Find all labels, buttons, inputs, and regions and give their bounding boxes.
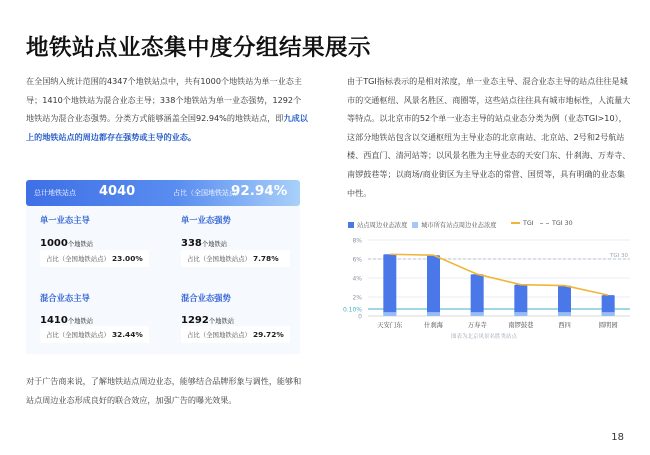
legend-tgi30 [540, 220, 573, 227]
y-tick-label: 8% [352, 237, 362, 245]
legend-label-tgi30: TGI 30 [552, 220, 573, 227]
mixed-strong-count-number: 1292 [181, 315, 209, 326]
single-dominant-count-unit: 个地铁站 [67, 241, 94, 248]
single-strong-share [181, 250, 290, 267]
intro-text: 在全国纳入统计范围的4347个地铁站点中，共有1000个地铁站为单一业态主导；1410个地铁站为混合业态主导；338个地铁站为单一业态强势，1292个地铁站为混合业态强势。分类方式能够涵盖全国92.94%的地铁站点，即 [26, 76, 302, 124]
x-category-label: 天安门东 [377, 322, 403, 329]
concentration-bar [514, 285, 527, 316]
total-stations-label: 总计地铁站点 [34, 189, 76, 197]
mixed-strong-share [181, 326, 290, 343]
chart-caption: 图表为北京风景名胜类站点 [450, 334, 518, 340]
total-share-label: 占比（全国地铁站点） [173, 189, 243, 197]
single-dominant-share-value: 23.00% [111, 254, 143, 263]
legend-swatch-tgi [511, 222, 520, 224]
legend-tgi [511, 220, 534, 227]
single-dominant-share [40, 250, 149, 267]
x-category-label: 西四 [558, 322, 571, 329]
mixed-dominant-title: 混合业态主导 [40, 293, 90, 303]
intro-paragraph [26, 72, 308, 146]
mixed-dominant-count-unit: 个地铁站 [67, 318, 94, 325]
mixed-strong-count-unit: 个地铁站 [208, 318, 235, 325]
city-average-bar [514, 312, 527, 316]
city-average-bar [383, 312, 396, 316]
single-dominant-share-label: 占比（全国地铁站点） [46, 255, 110, 263]
mixed-dominant-share-label: 占比（全国地铁站点） [46, 331, 110, 339]
y-tick-label: 0 [358, 313, 362, 321]
total-share-value: 92.94% [231, 183, 288, 199]
legend-label-site: 站点周边业态浓度 [357, 222, 408, 229]
legend-city-concentration [412, 220, 497, 229]
single-dominant-count [40, 231, 93, 250]
x-category-label: 什刹海 [424, 322, 443, 329]
concentration-bar [383, 254, 396, 316]
y-tick-label: 0.10% [342, 306, 362, 314]
single-dominant-title: 单一业态主导 [40, 215, 90, 225]
single-strong-count-unit: 个地铁站 [201, 241, 228, 248]
tgi30-label: TGI 30 [610, 253, 628, 259]
stats-panel [26, 206, 300, 354]
mixed-strong-share-label: 占比（全国地铁站点） [187, 331, 251, 339]
mixed-strong-count [181, 308, 234, 327]
city-average-bar [471, 312, 484, 316]
mixed-strong-share-value: 29.72% [252, 330, 284, 339]
mixed-dominant-share [40, 326, 149, 343]
tgi-line [390, 254, 608, 295]
intro-highlight: 九成以上的地铁站点的周边都存在强势或主导的业态。 [26, 113, 308, 142]
legend-swatch-city [412, 222, 418, 228]
single-strong-title: 单一业态强势 [181, 215, 231, 225]
city-average-bar [558, 312, 571, 316]
tgi-explanation-paragraph: 由于TGI指标表示的是相对浓度，单一业态主导、混合业态主导的站点往往是城市的交通枢纽、风景名胜区、商圈等，这些站点往往具有城市地标性，人流量大等特点。以北京市的52个单一业态主导的站点业态分类为例（业态TGI>10），这部分地铁站包含以交通枢纽为主导业态的北京南站、北京站、2号和2号航站楼、西直门、清河站等；以风景名胜为主导业态的天安门东、什刹海、万寿寺、南锣鼓巷等；以商场/商业街区为主导业态的常营、国贸等，具有明确的业态集中性。 [347, 76, 631, 198]
y-tick-label: 2% [352, 294, 362, 302]
y-tick-label: 4% [352, 275, 362, 283]
concentration-bar [427, 255, 440, 316]
concentration-bar [558, 286, 571, 316]
city-average-bar [427, 312, 440, 316]
mixed-dominant-share-value: 32.44% [111, 330, 143, 339]
page-number: 18 [611, 432, 624, 443]
mixed-strong-title: 混合业态强势 [181, 293, 231, 303]
y-tick-label: 6% [352, 256, 362, 264]
legend-label-tgi: TGI [523, 220, 534, 227]
total-stations-value: 4040 [99, 184, 136, 199]
legend-label-city: 城市所有站点周边业态浓度 [421, 222, 497, 229]
stats-total-banner [26, 180, 300, 206]
mixed-dominant-count-number: 1410 [40, 315, 68, 326]
single-strong-count-number: 338 [181, 238, 202, 249]
x-category-label: 圆明园 [598, 322, 618, 329]
station-concentration-chart [336, 230, 636, 348]
legend-swatch-tgi30 [540, 223, 549, 224]
x-category-label: 南锣鼓巷 [508, 322, 534, 329]
single-dominant-count-number: 1000 [40, 238, 68, 249]
single-strong-share-label: 占比（全国地铁站点） [187, 255, 251, 263]
page-title: 地铁站点业态集中度分组结果展示 [26, 35, 372, 61]
legend-swatch-site [348, 222, 354, 228]
legend-site-concentration [348, 220, 407, 229]
single-strong-count [181, 231, 227, 250]
single-strong-share-value: 7.78% [252, 254, 279, 263]
mixed-dominant-count [40, 308, 93, 327]
concentration-bar [471, 274, 484, 316]
city-average-bar [602, 312, 615, 316]
advertiser-paragraph: 对于广告商来说，了解地铁站点周边业态，能够结合品牌形象与调性，能够和站点周边业态形成良好的联合效应，加强广告的曝光效果。 [26, 376, 302, 405]
x-category-label: 万寿寺 [467, 322, 487, 329]
